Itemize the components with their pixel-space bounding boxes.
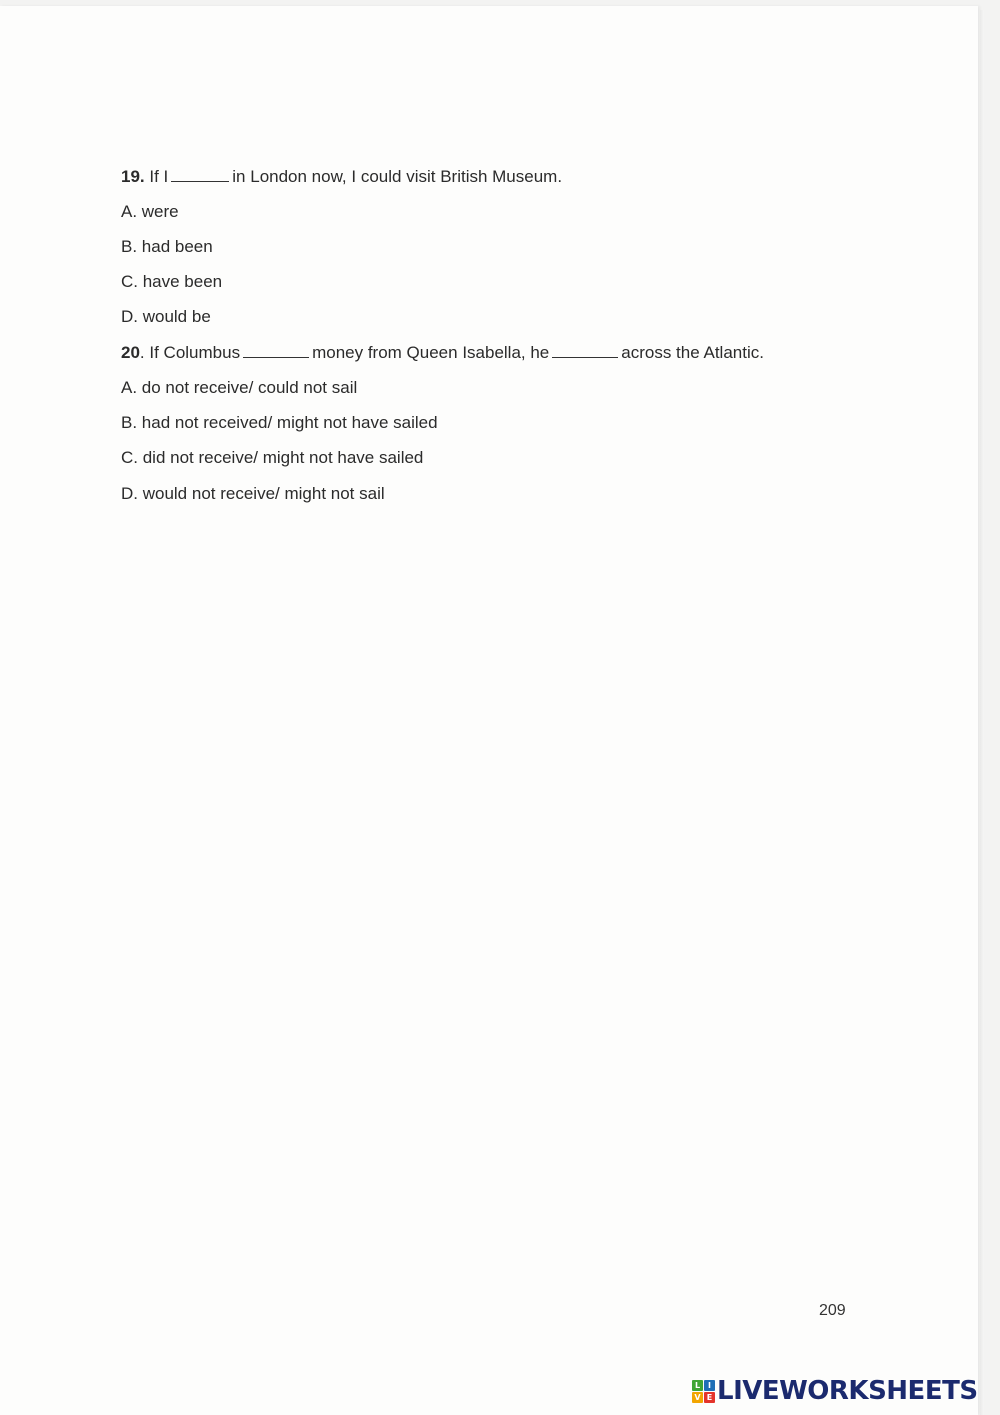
answer-blank: [552, 343, 618, 358]
prompt-text: in London now, I could visit British Museum.: [232, 167, 563, 186]
option-c: C. did not receive/ might not have sailed: [121, 448, 424, 467]
prompt-text: across the Atlantic.: [621, 343, 764, 362]
logo-letter: E: [704, 1392, 715, 1403]
option-d: D. would not receive/ might not sail: [121, 484, 385, 503]
answer-blank: [243, 343, 309, 358]
prompt-text: . If Columbus: [139, 343, 241, 362]
option-b: B. had not received/ might not have sailed: [121, 413, 438, 432]
worksheet-page: [0, 6, 978, 1415]
option-c: C. have been: [121, 272, 223, 291]
option-d: D. would be: [121, 307, 211, 326]
prompt-text: money from Queen Isabella, he: [312, 343, 550, 362]
option-a: A. do not receive/ could not sail: [121, 378, 358, 397]
option-a: A. were: [121, 202, 179, 221]
page-edge: [980, 10, 984, 1415]
question-20-prompt: [121, 342, 764, 364]
question-number: 19.: [121, 167, 145, 186]
logo-icon: [692, 1380, 715, 1403]
logo-text: LIVEWORKSHEETS: [717, 1376, 978, 1406]
question-19-prompt: [121, 166, 562, 188]
answer-blank: [171, 167, 229, 182]
logo-letter: I: [704, 1380, 715, 1391]
liveworksheets-logo: [692, 1376, 978, 1406]
prompt-text: If I: [149, 167, 169, 186]
logo-letter: V: [692, 1392, 703, 1403]
option-b: B. had been: [121, 237, 213, 256]
page-number: 209: [819, 1302, 846, 1319]
question-number: 20: [121, 343, 140, 362]
logo-letter: L: [692, 1380, 703, 1391]
